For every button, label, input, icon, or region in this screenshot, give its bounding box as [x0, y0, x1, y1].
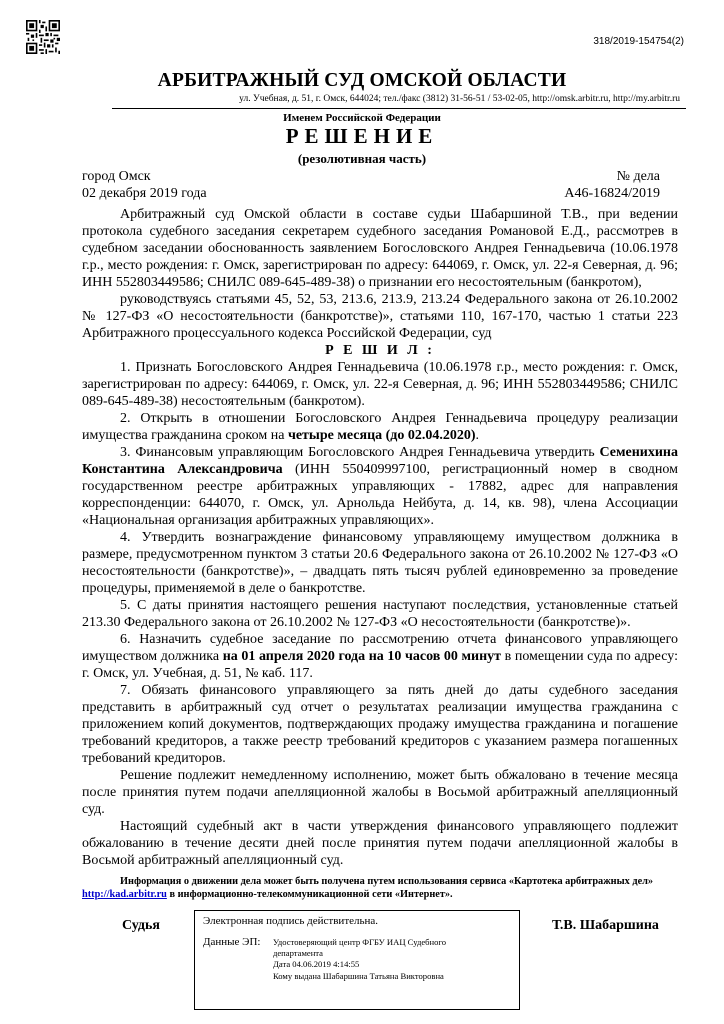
case-info-note: Информация о движении дела может быть получена путем использования сервиса «Картотека арбитражных дел» http://kad.arbitr.ru в информационно-телекоммуникационной сети «Интернет». — [82, 876, 654, 900]
signature-valid-text: Электронная подпись действительна. — [203, 915, 379, 927]
decision-body — [82, 206, 678, 869]
appeal-paragraph: Решение подлежит немедленному исполнению, может быть обжаловано в течение месяца после принятия путем подачи апелляционной жалобы в Восьмой арбитражный апелляционный суд. — [82, 768, 678, 817]
header-divider — [112, 108, 686, 109]
city: город Омск — [82, 169, 151, 184]
e-signature-box — [194, 910, 520, 1010]
hearing-date: на 01 апреля 2020 года на 10 часов 00 минут — [222, 649, 502, 664]
appeal-paragraph-2: Настоящий судебный акт в части утверждения финансового управляющего подлежит обжалованию в течение десяти дней после принятия путем подачи апелляционной жалобы в Восьмой арбитражный апелляционный суд. — [82, 819, 678, 868]
item-1: 1. Признать Богословского Андрея Геннадьевича (10.06.1978 г.р., место рождения: г. Омск, зарегистрирован по адресу: 644069, г. Омск, ул. 22-я Северная, д. 96; ИНН 552803449586; СНИЛС 089-645-489-38) несостоятельным (банкротом). — [82, 360, 678, 409]
procedure-term: четыре месяца (до 02.04.2020) — [287, 428, 476, 443]
qr-code — [26, 20, 60, 54]
item-3: 3. Финансовым управляющим Богословского Андрея Геннадьевича утвердить Семенихина Константина Александровича (ИНН 550409997100, регистрационный номер в сводном государственном реестре арбитражных управляющих - 17882, адрес для направления корреспонденции: 644070, г. Омск, ул. Арнольда Нейбута, д. 14, кв. 98), члена Ассоциации «Национальная организация арбитражных управляющих». — [82, 445, 679, 528]
guided-paragraph: руководствуясь статьями 45, 52, 53, 213.6, 213.9, 213.24 Федерального закона от 26.10.2002 № 127-ФЗ «О несостоятельности (банкротстве)», статьями 110, 167-170, частью 1 статьи 223 Арбитражного процессуального кодекса Российской Федерации, суд — [82, 292, 678, 341]
signature-data-label: Данные ЭП: — [203, 936, 261, 948]
in-name-of-federation: Именем Российской Федерации — [283, 112, 441, 124]
item-5: 5. С даты принятия настоящего решения наступают последствия, установленные статьей 213.30 Федерального закона от 26.10.2002 № 127-ФЗ «О несостоятельности (банкротстве)». — [82, 598, 678, 630]
document-title: РЕШЕНИЕ — [285, 124, 439, 148]
case-number: А46-16824/2019 — [564, 186, 660, 201]
item-2: 2. Открыть в отношении Богословского Андрея Геннадьевича процедуру реализации имущества гражданина сроком на четыре месяца (до 02.04.2020). — [82, 411, 678, 443]
kad-link[interactable]: http://kad.arbitr.ru — [82, 889, 167, 900]
signature-details: Удостоверяющий центр ФГБУ ИАЦ Судебного департамента Дата 04.06.2019 4:14:55 Кому выдана Шабаршина Татьяна Викторовна — [273, 937, 447, 981]
manager-name: Семенихина Константина Александровича — [82, 445, 678, 477]
document-subtitle: (резолютивная часть) — [297, 151, 427, 166]
intro-paragraph: Арбитражный суд Омской области в составе судьи Шабаршиной Т.В., при ведении протокола судебного заседания секретарем судебного заседания Романовой Е.Д., рассмотрев в судебном заседании обоснованность заявлением Богословского Андрея Геннадьевича (10.06.1978 г.р., место рождения: г. Омск, зарегистрирован по адресу: 644069, г. Омск, ул. 22-я Северная, д. 96; ИНН 552803449586; СНИЛС 089-645-489-38) о признании его несостоятельным (банкротом), — [82, 207, 678, 290]
court-name: АРБИТРАЖНЫЙ СУД ОМСКОЙ ОБЛАСТИ — [157, 70, 567, 91]
court-address: ул. Учебная, д. 51, г. Омск, 644024; тел./факс (3812) 31-56-51 / 53-02-05, http://omsk.arbitr.ru, http://my.arbitr.ru — [239, 94, 680, 104]
judge-label: Судья — [122, 918, 160, 933]
item-4: 4. Утвердить вознаграждение финансовому управляющему имуществом должника в размере, предусмотренном пунктом 3 статьи 20.6 Федерального закона от 26.10.2002 № 127-ФЗ «О несостоятельности (банкротстве)», – двадцать пять тысяч рублей единовременно за проведение процедуры, применяемой в деле о банкротстве. — [82, 530, 678, 596]
decision-date: 02 декабря 2019 года — [82, 186, 207, 201]
case-barcode-number: 318/2019-154754(2) — [593, 36, 684, 47]
judge-name: Т.В. Шабаршина — [552, 918, 659, 933]
resolved-heading: Р Е Ш И Л : — [325, 343, 435, 358]
item-7: 7. Обязать финансового управляющего за пять дней до даты судебного заседания представить в арбитражный суд отчет о результатах реализации имущества гражданина с приложением копий документов, подтверждающих продажу имущества гражданина и погашение требований кредиторов, а также реестр требований кредиторов с указанием размера погашенных требований кредиторов. — [82, 683, 678, 766]
case-number-label: № дела — [616, 169, 660, 184]
item-6: 6. Назначить судебное заседание по рассмотрению отчета финансового управляющего имуществом должника на 01 апреля 2020 года на 10 часов 00 минут в помещении суда по адресу: г. Омск, ул. Учебная, д. 51, № каб. 117. — [82, 632, 678, 681]
